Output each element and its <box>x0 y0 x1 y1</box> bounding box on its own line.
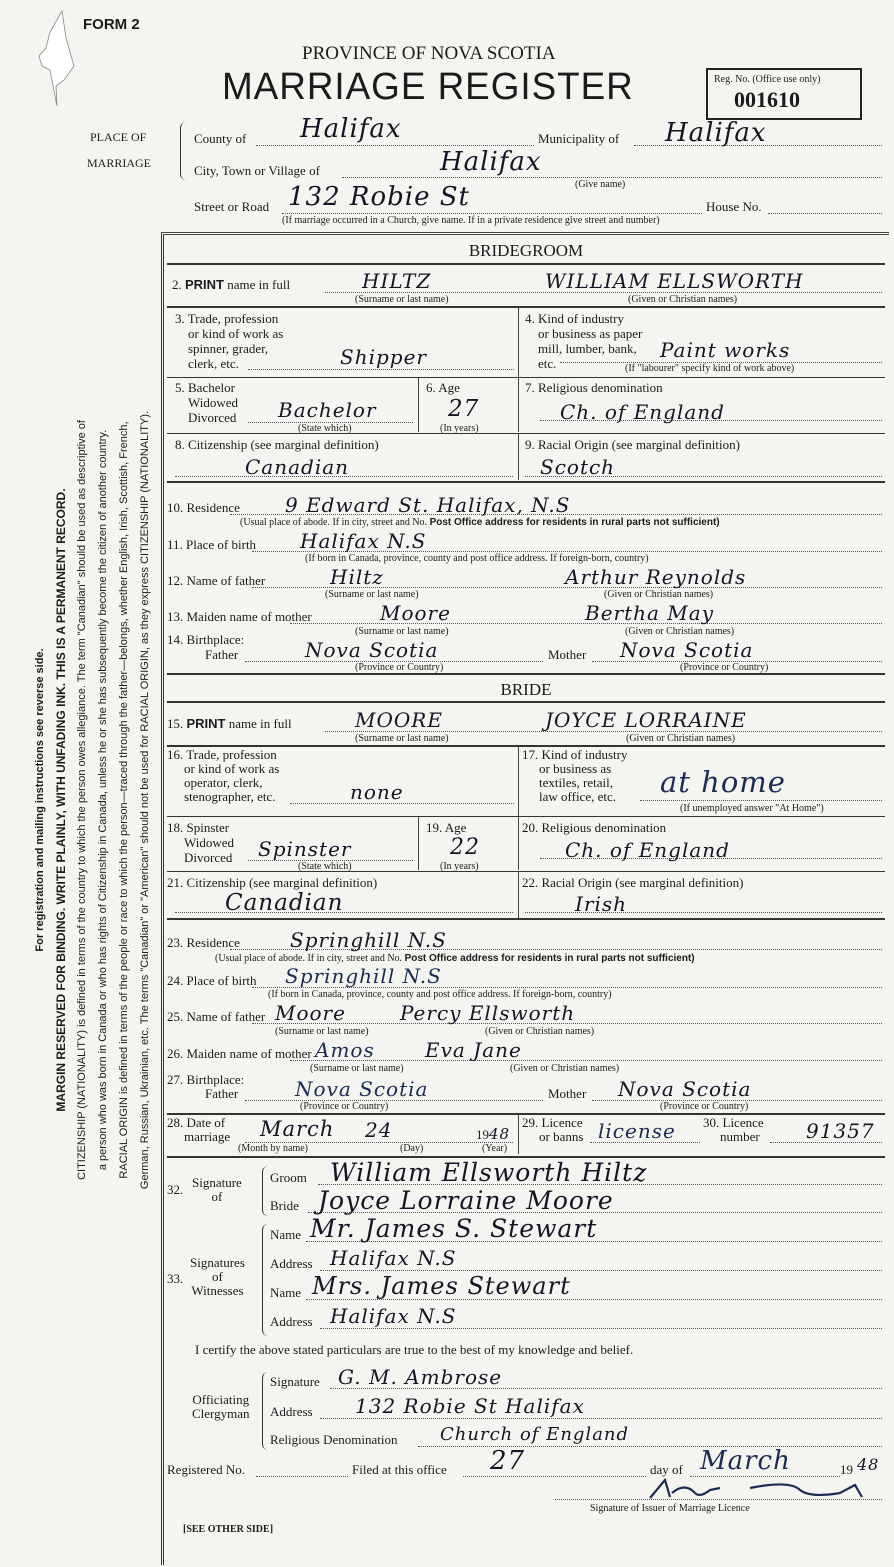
label: day of <box>650 1462 683 1477</box>
item-number: 15. <box>167 716 184 731</box>
caption: (Usual place of abode. If in city, street and No. <box>215 953 403 964</box>
groom-mother-surname[interactable]: Moore <box>380 601 451 625</box>
label: 17. Kind of industry <box>522 747 628 762</box>
caption: (Surname or last name) <box>325 589 419 600</box>
caption: (In years) <box>440 423 479 434</box>
place-label-1: PLACE OF <box>90 130 147 144</box>
bride-trade[interactable]: none <box>350 780 404 804</box>
label: 26. Maiden name of mother <box>167 1046 312 1061</box>
caption: (Given or Christian names) <box>510 1063 620 1074</box>
label: or business as <box>539 761 612 776</box>
caption: (Province or Country) <box>660 1101 749 1112</box>
bride-religion[interactable]: Ch. of England <box>565 838 730 862</box>
bride-age[interactable]: 22 <box>450 835 480 860</box>
caption: (Surname or last name) <box>355 626 449 637</box>
municipality-label: Municipality of <box>538 131 620 146</box>
label: Name <box>270 1227 302 1242</box>
groom-age[interactable]: 27 <box>448 396 480 422</box>
brace <box>262 1224 269 1336</box>
caption: (Usual place of abode. If in city, street and No. <box>240 517 428 528</box>
county-label: County of <box>194 131 247 146</box>
label: 4. Kind of industry <box>525 311 624 326</box>
label: Bride <box>270 1198 299 1213</box>
name-label: name in full <box>228 716 292 731</box>
bride-birthplace[interactable]: Springhill N.S <box>285 964 442 988</box>
reg-label: Reg. No. (Office use only) <box>714 74 821 85</box>
label: 13. Maiden name of mother <box>167 609 312 624</box>
groom-industry[interactable]: Paint works <box>660 338 791 362</box>
reg-number: 001610 <box>734 87 800 112</box>
bride-signature[interactable]: Joyce Lorraine Moore <box>318 1186 614 1215</box>
bride-father-birthplace[interactable]: Nova Scotia <box>295 1077 429 1101</box>
item-number: 33. <box>167 1271 184 1286</box>
label: 10. Residence <box>167 500 240 515</box>
bride-residence[interactable]: Springhill N.S <box>290 928 447 952</box>
caption: (Province or Country) <box>355 662 444 673</box>
issuer-caption: Signature of Issuer of Marriage Licence <box>590 1503 750 1514</box>
caption: (Given or Christian names) <box>604 589 714 600</box>
registration-number-box <box>706 68 862 120</box>
margin-instructions <box>30 120 160 1480</box>
label: Address <box>270 1314 313 1329</box>
municipality-value[interactable]: Halifax <box>665 118 767 148</box>
caption: Post Office address for residents in rural parts not sufficient) <box>429 517 720 528</box>
label: 24. Place of birth <box>167 973 257 988</box>
label: 25. Name of father <box>167 1009 266 1024</box>
label: Widowed <box>184 835 235 850</box>
label: 3. Trade, profession <box>175 311 279 326</box>
margin-line-1: For registration and mailing instructions see reverse side. <box>34 648 46 952</box>
caption: Post Office address for residents in rural parts not sufficient) <box>404 953 695 964</box>
item-number: 32. <box>167 1182 184 1197</box>
bride-mother-birthplace[interactable]: Nova Scotia <box>618 1077 752 1101</box>
label: Religious Denomination <box>270 1432 398 1447</box>
item-number: 2. <box>172 277 182 292</box>
caption: (State which) <box>298 861 352 872</box>
label: Divorced <box>184 850 233 865</box>
page-title: MARRIAGE REGISTER <box>222 66 634 108</box>
label: 11. Place of birth <box>167 537 257 552</box>
caption: (Day) <box>400 1143 424 1154</box>
label: 5. Bachelor <box>175 380 235 395</box>
label: operator, clerk, <box>184 775 263 790</box>
label: Father <box>205 647 239 662</box>
name-label: name in full <box>227 277 291 292</box>
margin-line-6: German, Russian, Ukrainian, etc. The terms "Canadian" or "American" should not be used for RACIAL ORIGIN, as they express CITIZENSHIP (NATIONALITY). <box>139 410 151 1190</box>
groom-signature[interactable]: William Ellsworth Hiltz <box>330 1158 648 1187</box>
city-label: City, Town or Village of <box>194 163 320 178</box>
label: 27. Birthplace: <box>167 1072 245 1087</box>
marriage-year[interactable]: 48 <box>489 1125 511 1143</box>
label: Name <box>270 1285 302 1300</box>
caption: (Surname or last name) <box>275 1026 369 1037</box>
bride-industry[interactable]: at home <box>660 765 786 799</box>
witness-2-address[interactable]: Halifax N.S <box>330 1304 457 1328</box>
label: 18. Spinster <box>167 820 230 835</box>
witness-2-name[interactable]: Mrs. James Stewart <box>312 1272 571 1300</box>
label: etc. <box>538 356 557 371</box>
caption: (Given or Christian names) <box>628 294 738 305</box>
margin-line-2: MARGIN RESERVED FOR BINDING. WRITE PLAINLY, WITH UNFADING INK. THIS IS A PERMANENT RECORD. <box>54 488 68 1112</box>
form-number: FORM 2 <box>83 16 140 33</box>
label: clerk, etc. <box>188 356 239 371</box>
groom-trade[interactable]: Shipper <box>340 345 427 369</box>
witness-1-address[interactable]: Halifax N.S <box>330 1246 457 1270</box>
label: or kind of work as <box>184 761 280 776</box>
bride-age-label: 19. Age <box>426 820 467 835</box>
caption: (Year) <box>482 1143 508 1154</box>
label: 28. Date of <box>167 1115 226 1130</box>
label: 7. Religious denomination <box>525 380 663 395</box>
label: Signature <box>270 1374 320 1389</box>
caption: (Month by name) <box>238 1143 308 1154</box>
label: Groom <box>270 1170 307 1185</box>
label: Widowed <box>188 395 239 410</box>
label: 20. Religious denomination <box>522 820 667 835</box>
caption: (Surname or last name) <box>310 1063 404 1074</box>
label: 21. Citizenship (see marginal definition) <box>167 875 378 890</box>
label: or business as paper <box>538 326 643 341</box>
place-label-2: MARRIAGE <box>87 156 152 170</box>
caption: (Surname or last name) <box>355 294 449 305</box>
label: textiles, retail, <box>539 775 614 790</box>
licence-number[interactable]: 91357 <box>806 1119 875 1143</box>
groom-surname[interactable]: HILTZ <box>362 269 432 293</box>
label: Clergyman <box>192 1406 250 1421</box>
groom-father-birthplace[interactable]: Nova Scotia <box>305 638 439 662</box>
label: Address <box>270 1404 313 1419</box>
label: 22. Racial Origin (see marginal definition) <box>522 875 744 890</box>
label: 30. Licence <box>703 1115 764 1130</box>
groom-age-label: 6. Age <box>426 380 460 395</box>
label: or banns <box>539 1129 584 1144</box>
bride-surname[interactable]: MOORE <box>355 708 443 732</box>
caption: (Province or Country) <box>680 662 769 673</box>
label: or kind of work as <box>188 326 284 341</box>
filed-day[interactable]: 27 <box>490 1446 526 1476</box>
print-label: PRINT <box>185 277 224 292</box>
clergy-denomination[interactable]: Church of England <box>440 1424 630 1445</box>
licence-or-banns[interactable]: license <box>598 1119 676 1143</box>
label: Registered No. <box>167 1462 245 1477</box>
margin-line-5: RACIAL ORIGIN is defined in terms of the people or race to which the person—traced through the father—belongs, whether English, Irish, Scottish, French, <box>118 421 130 1179</box>
marriage-month[interactable]: March <box>260 1117 335 1141</box>
label: stenographer, etc. <box>184 789 276 804</box>
margin-line-4: a person who was born in Canada or who has rights of Citizenship in Canada, unless he or she has subsequently become the citizen of another country. <box>97 429 109 1171</box>
print-label: PRINT <box>186 716 226 731</box>
label: Mother <box>548 647 587 662</box>
groom-father-surname[interactable]: Hiltz <box>330 565 384 589</box>
label: Signature <box>192 1175 242 1190</box>
filed-year[interactable]: 48 <box>857 1455 880 1474</box>
label: 12. Name of father <box>167 573 266 588</box>
witness-1-name[interactable]: Mr. James S. Stewart <box>310 1214 598 1243</box>
caption: (If unemployed answer "At Home") <box>680 803 824 814</box>
label: Signatures <box>190 1255 245 1270</box>
label: number <box>720 1129 760 1144</box>
bride-mother-given[interactable]: Eva Jane <box>425 1038 522 1062</box>
filed-month[interactable]: March <box>700 1446 791 1476</box>
street-value[interactable]: 132 Robie St <box>288 182 470 212</box>
caption: (Given or Christian names) <box>485 1026 595 1037</box>
label: mill, lumber, bank, <box>538 341 637 356</box>
groom-status[interactable]: Bachelor <box>278 398 377 422</box>
bride-citizenship[interactable]: Canadian <box>225 890 344 916</box>
city-note: (Give name) <box>575 179 626 190</box>
street-note: (If marriage occurred in a Church, give name. If in a private residence give street and number) <box>282 215 660 226</box>
caption: (If "labourer" specify kind of work above) <box>625 363 795 374</box>
label: Address <box>270 1256 313 1271</box>
label: of <box>212 1269 223 1284</box>
label: Divorced <box>188 410 237 425</box>
groom-mother-given[interactable]: Bertha May <box>585 601 714 625</box>
brace <box>180 122 187 180</box>
marriage-day[interactable]: 24 <box>365 1118 393 1142</box>
label: 14. Birthplace: <box>167 632 245 647</box>
caption: (In years) <box>440 861 479 872</box>
groom-racial-origin[interactable]: Scotch <box>540 455 616 479</box>
label: 29. Licence <box>522 1115 583 1130</box>
label: Filed at this office <box>352 1462 447 1477</box>
year-prefix: 19 <box>840 1462 853 1477</box>
bride-father-given[interactable]: Percy Ellsworth <box>400 1001 576 1025</box>
bride-racial-origin[interactable]: Irish <box>575 892 628 916</box>
caption: (Given or Christian names) <box>626 733 736 744</box>
bride-father-surname[interactable]: Moore <box>275 1001 346 1025</box>
bride-status[interactable]: Spinster <box>258 837 352 861</box>
groom-father-given[interactable]: Arthur Reynolds <box>565 565 747 589</box>
label: 16. Trade, profession <box>167 747 277 762</box>
groom-given-names[interactable]: WILLIAM ELLSWORTH <box>545 269 804 293</box>
bridegroom-heading: BRIDEGROOM <box>468 241 584 260</box>
brace <box>262 1372 269 1450</box>
label: 9. Racial Origin (see marginal definition) <box>525 437 740 452</box>
province-title: PROVINCE OF NOVA SCOTIA <box>302 43 556 64</box>
bride-mother-surname[interactable]: Amos <box>315 1038 375 1062</box>
groom-religion[interactable]: Ch. of England <box>560 400 725 424</box>
label: 23. Residence <box>167 935 240 950</box>
groom-residence[interactable]: 9 Edward St. Halifax, N.S <box>285 493 571 517</box>
house-label: House No. <box>706 199 762 214</box>
county-value[interactable]: Halifax <box>300 114 402 144</box>
street-label: Street or Road <box>194 199 270 214</box>
label: Father <box>205 1086 239 1101</box>
issuer-signature-icon <box>640 1478 880 1500</box>
groom-birthplace[interactable]: Halifax N.S <box>300 529 427 553</box>
caption: (Surname or last name) <box>355 733 449 744</box>
label: Mother <box>548 1086 587 1101</box>
groom-citizenship[interactable]: Canadian <box>245 455 350 479</box>
clergy-address[interactable]: 132 Robie St Halifax <box>355 1394 585 1418</box>
bride-given-names[interactable]: JOYCE LORRAINE <box>545 708 747 732</box>
label: 8. Citizenship (see marginal definition) <box>175 437 379 452</box>
year-prefix: 19 <box>476 1127 489 1142</box>
label: Witnesses <box>191 1283 244 1298</box>
see-other-side-note: [SEE OTHER SIDE] <box>183 1524 274 1535</box>
label: law office, etc. <box>539 789 616 804</box>
caption: (If born in Canada, province, county and post office address. If foreign-born, country) <box>268 989 612 1000</box>
brace <box>262 1166 269 1216</box>
bride-heading: BRIDE <box>500 680 552 699</box>
clergy-signature[interactable]: G. M. Ambrose <box>338 1365 503 1389</box>
nova-scotia-map-icon <box>36 8 76 108</box>
label: spinner, grader, <box>188 341 269 356</box>
label: of <box>211 1189 223 1204</box>
caption: (State which) <box>298 423 352 434</box>
label: Officiating <box>192 1392 250 1407</box>
caption: (If born in Canada, province, county and post office address. If foreign-born, country) <box>305 553 649 564</box>
margin-line-3: CITIZENSHIP (NATIONALITY) is defined in terms of the country to which the person owes allegiance. The term "Canadian" should be used as descriptive of <box>76 420 88 1180</box>
certification-text: I certify the above stated particulars are true to the best of my knowledge and belief. <box>195 1342 634 1357</box>
caption: (Province or Country) <box>300 1101 389 1112</box>
caption: (Given or Christian names) <box>625 626 735 637</box>
label: marriage <box>184 1129 231 1144</box>
city-value[interactable]: Halifax <box>440 147 542 177</box>
groom-mother-birthplace[interactable]: Nova Scotia <box>620 638 754 662</box>
